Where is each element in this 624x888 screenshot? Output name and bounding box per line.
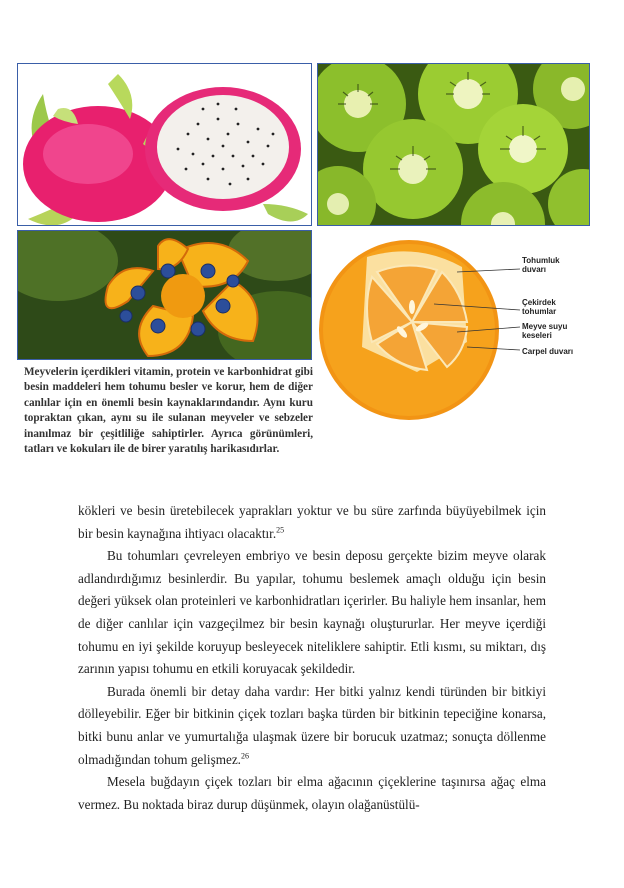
paragraph-4: Mesela buğdayın çiçek tozları bir elma ağacının çiçeklerine taşınırsa ağaç elma vermez. Bu noktada biraz durup düşünmek, olayın olağanüstülü- [78,774,546,812]
juice-label-line1: Meyve suyu [522,322,568,331]
paragraph-1-text: kökleri ve besin üretebilecek yaprakları yoktur ve bu süre zarfında büyüyebilmek için bir besin kaynağına ihtiyacı olacaktır. [78,503,546,541]
seed-coat-label [522,256,560,274]
seed-coat-label-line2: duvarı [522,265,547,274]
pips-label-line1: Çekirdek [522,298,556,307]
image-caption [24,365,313,457]
body-text [78,500,546,816]
juice-label-line2: keseleri [522,331,552,340]
carpel-wall-label [522,347,573,356]
caption-text: Meyvelerin içerdikleri vitamin, protein ve karbonhidrat gibi besin maddeleri hem tohumu besler ve korur, hem de diğer canlılar için en önemli besin kaynaklarındandır. Aynı kuru topraktan çıkan, aynı su ile sulanan meyveler ve sebzeler inanılmaz bir çeşitliliğe sahiptirler. Ayrıca görünümleri, tatları ve kokuları ile de birer yaratılış harikasıdırlar. [24,366,313,456]
footnote-ref-26: 26 [240,751,249,761]
footnote-ref-25: 25 [276,525,285,535]
paragraph-2: Bu tohumları çevreleyen embriyo ve besin deposu gerçekte bizim meyve olarak adlandırdığımız besinlerdir. Bu yapılar, tohumu beslemek amaçlı olduğu için besin değeri yüksek olan proteinleri ve karbonhidratları içerirler. Bu haliyle hem insanlar, hem de diğer canlılar için vazgeçilmez bir besin kaynağı oluştururlar. Her meyve içerdiği tohumu en iyi şekilde koruyup besleyecek niteliklere sahiptir. Etli kısmı, su miktarı, dış zarının yapısı tohumu en etkili koruyacak şekildedir. [78,548,546,677]
carpel-label-text: Carpel duvarı [522,347,574,356]
kiwi-photo [317,63,590,226]
paragraph-3-text: Burada önemli bir detay daha vardır: Her bitki yalnız kendi türünden bir bitkiyi dölleyebilir. Eğer bir bitkinin çiçek tozları başka türden bir bitkinin tepeciğine konarsa, bitki bunu anlar ve yumurtalığa ulaşmak üzere bir borucuk uzatmaz; sonuçta döllenme olmadığından tohum gelişmez. [78,683,546,767]
juice-sacs-label [522,322,567,340]
seed-coat-label-line1: Tohumluk [522,256,560,265]
dragon-fruit-photo [17,63,312,226]
pips-label-line2: tohumlar [522,307,557,316]
flower-photo [17,230,312,360]
pips-label [522,298,556,316]
paragraph-1 [78,500,546,545]
paragraph-3 [78,681,546,771]
